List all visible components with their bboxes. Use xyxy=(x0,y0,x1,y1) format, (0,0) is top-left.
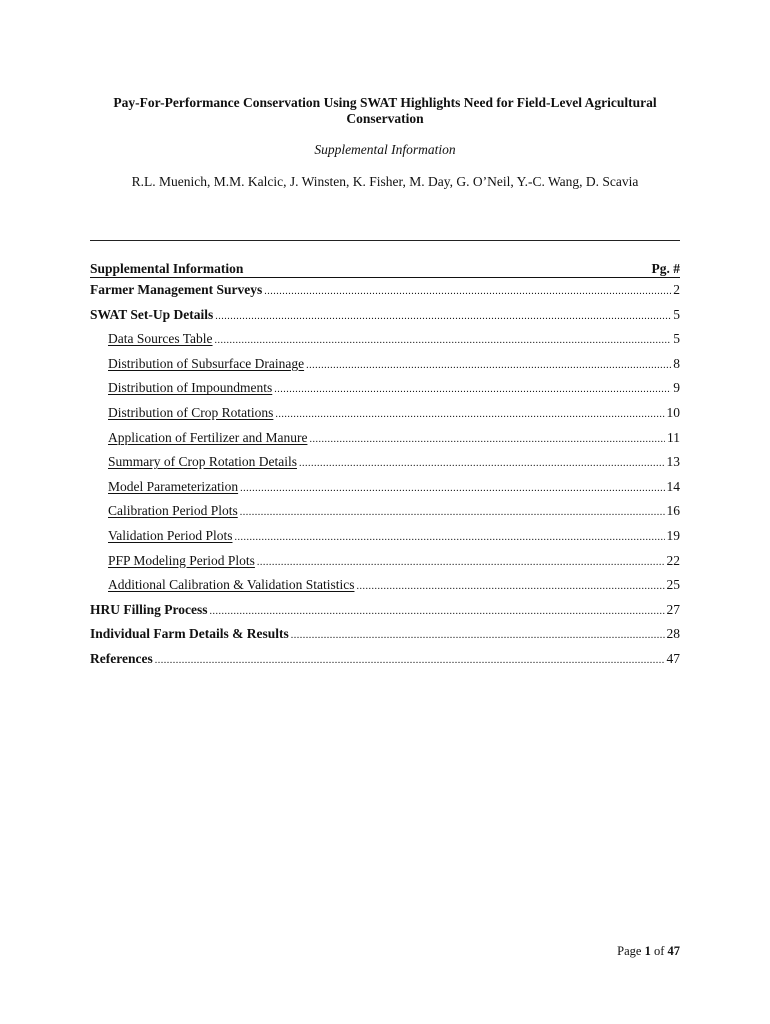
toc-header-page: Pg. # xyxy=(651,261,680,276)
toc-entry-label[interactable]: Validation Period Plots xyxy=(108,527,233,543)
author-list: R.L. Muenich, M.M. Kalcic, J. Winsten, K. Fisher, M. Day, G. O’Neil, Y.-C. Wang, D. Scavia xyxy=(131,174,639,189)
toc-entry-page: 14 xyxy=(666,478,680,494)
toc-entry[interactable] xyxy=(90,475,680,500)
page-footer xyxy=(617,944,680,959)
toc-entry[interactable] xyxy=(90,426,680,451)
toc-entry-label[interactable]: Application of Fertilizer and Manure xyxy=(108,429,308,445)
toc-entry[interactable] xyxy=(90,598,680,623)
toc-leader-dots xyxy=(235,526,665,551)
toc-leader-dots xyxy=(215,329,672,354)
toc-leader-dots xyxy=(299,452,665,477)
toc-leader-dots xyxy=(264,280,671,305)
footer-page-prefix: Page xyxy=(617,944,642,958)
toc-entry-label[interactable]: Additional Calibration & Validation Statistics xyxy=(108,577,355,593)
toc-entry-page: 13 xyxy=(666,454,680,470)
toc-leader-dots xyxy=(291,624,665,649)
toc-entry-label[interactable]: Distribution of Subsurface Drainage xyxy=(108,355,305,371)
toc-entry-page: 19 xyxy=(666,527,680,543)
toc-entry-page: 25 xyxy=(666,577,680,593)
toc-entry[interactable] xyxy=(90,450,680,475)
toc-entry[interactable] xyxy=(90,376,680,401)
toc-leader-dots xyxy=(274,378,671,403)
toc-entry-page: 22 xyxy=(666,552,680,568)
footer-page-total: 47 xyxy=(667,944,680,958)
toc-entry-label[interactable]: Summary of Crop Rotation Details xyxy=(108,454,297,470)
toc-entry[interactable] xyxy=(90,499,680,524)
toc-entry-page: 47 xyxy=(666,650,680,666)
toc-entry[interactable] xyxy=(90,278,680,303)
document-subtitle: Supplemental Information xyxy=(314,142,456,157)
toc-entry-label[interactable]: Model Parameterization xyxy=(108,478,239,494)
toc-leader-dots xyxy=(240,501,665,526)
toc-leader-dots xyxy=(210,600,665,625)
toc-entry-page: 28 xyxy=(666,626,680,642)
toc-leader-dots xyxy=(356,575,664,600)
toc-entry[interactable] xyxy=(90,647,680,672)
toc-leader-dots xyxy=(215,305,671,330)
toc-entry-page: 27 xyxy=(666,601,680,617)
toc-entry-label[interactable]: Farmer Management Surveys xyxy=(90,282,263,297)
toc-entry-label[interactable]: References xyxy=(90,650,153,666)
toc-entry-page: 2 xyxy=(673,282,680,297)
toc-entry[interactable] xyxy=(90,401,680,426)
toc-leader-dots xyxy=(275,403,664,428)
toc-entry-label[interactable]: Distribution of Impoundments xyxy=(108,380,273,396)
toc-entry[interactable] xyxy=(90,549,680,574)
toc-leader-dots xyxy=(155,649,665,674)
toc-entry[interactable] xyxy=(90,327,680,352)
toc-entry[interactable] xyxy=(90,303,680,328)
toc-entry-label[interactable]: SWAT Set-Up Details xyxy=(90,306,214,322)
separator-rule xyxy=(90,240,680,241)
toc-entry-label[interactable]: PFP Modeling Period Plots xyxy=(108,552,255,568)
document-title: Pay-For-Performance Conservation Using SWAT Highlights Need for Field-Level Agricultural Conservation xyxy=(113,95,657,126)
toc-header-label: Supplemental Information xyxy=(90,261,244,276)
toc-entry-page: 8 xyxy=(673,355,680,371)
toc-entries xyxy=(90,278,680,672)
toc-leader-dots xyxy=(240,477,664,502)
toc-entry-page: 5 xyxy=(673,331,680,347)
toc-entry-page: 10 xyxy=(666,404,680,420)
toc-entry-label[interactable]: HRU Filling Process xyxy=(90,601,208,617)
footer-page-current: 1 xyxy=(644,944,651,958)
toc-entry-page: 11 xyxy=(667,429,680,445)
toc-header xyxy=(90,260,680,278)
toc-entry-page: 9 xyxy=(673,380,680,396)
toc-entry-label[interactable]: Calibration Period Plots xyxy=(108,503,238,519)
toc-entry[interactable] xyxy=(90,622,680,647)
toc-entry[interactable] xyxy=(90,352,680,377)
footer-page-of: of xyxy=(653,944,665,958)
toc-entry[interactable] xyxy=(90,573,680,598)
table-of-contents xyxy=(90,260,680,672)
toc-entry-label[interactable]: Distribution of Crop Rotations xyxy=(108,404,274,420)
toc-entry-page: 16 xyxy=(666,503,680,519)
toc-leader-dots xyxy=(309,428,665,453)
toc-leader-dots xyxy=(306,354,671,379)
toc-leader-dots xyxy=(257,551,665,576)
toc-entry-label[interactable]: Individual Farm Details & Results xyxy=(90,626,289,642)
toc-entry-label[interactable]: Data Sources Table xyxy=(108,331,213,347)
toc-entry-page: 5 xyxy=(673,306,680,322)
toc-entry[interactable] xyxy=(90,524,680,549)
